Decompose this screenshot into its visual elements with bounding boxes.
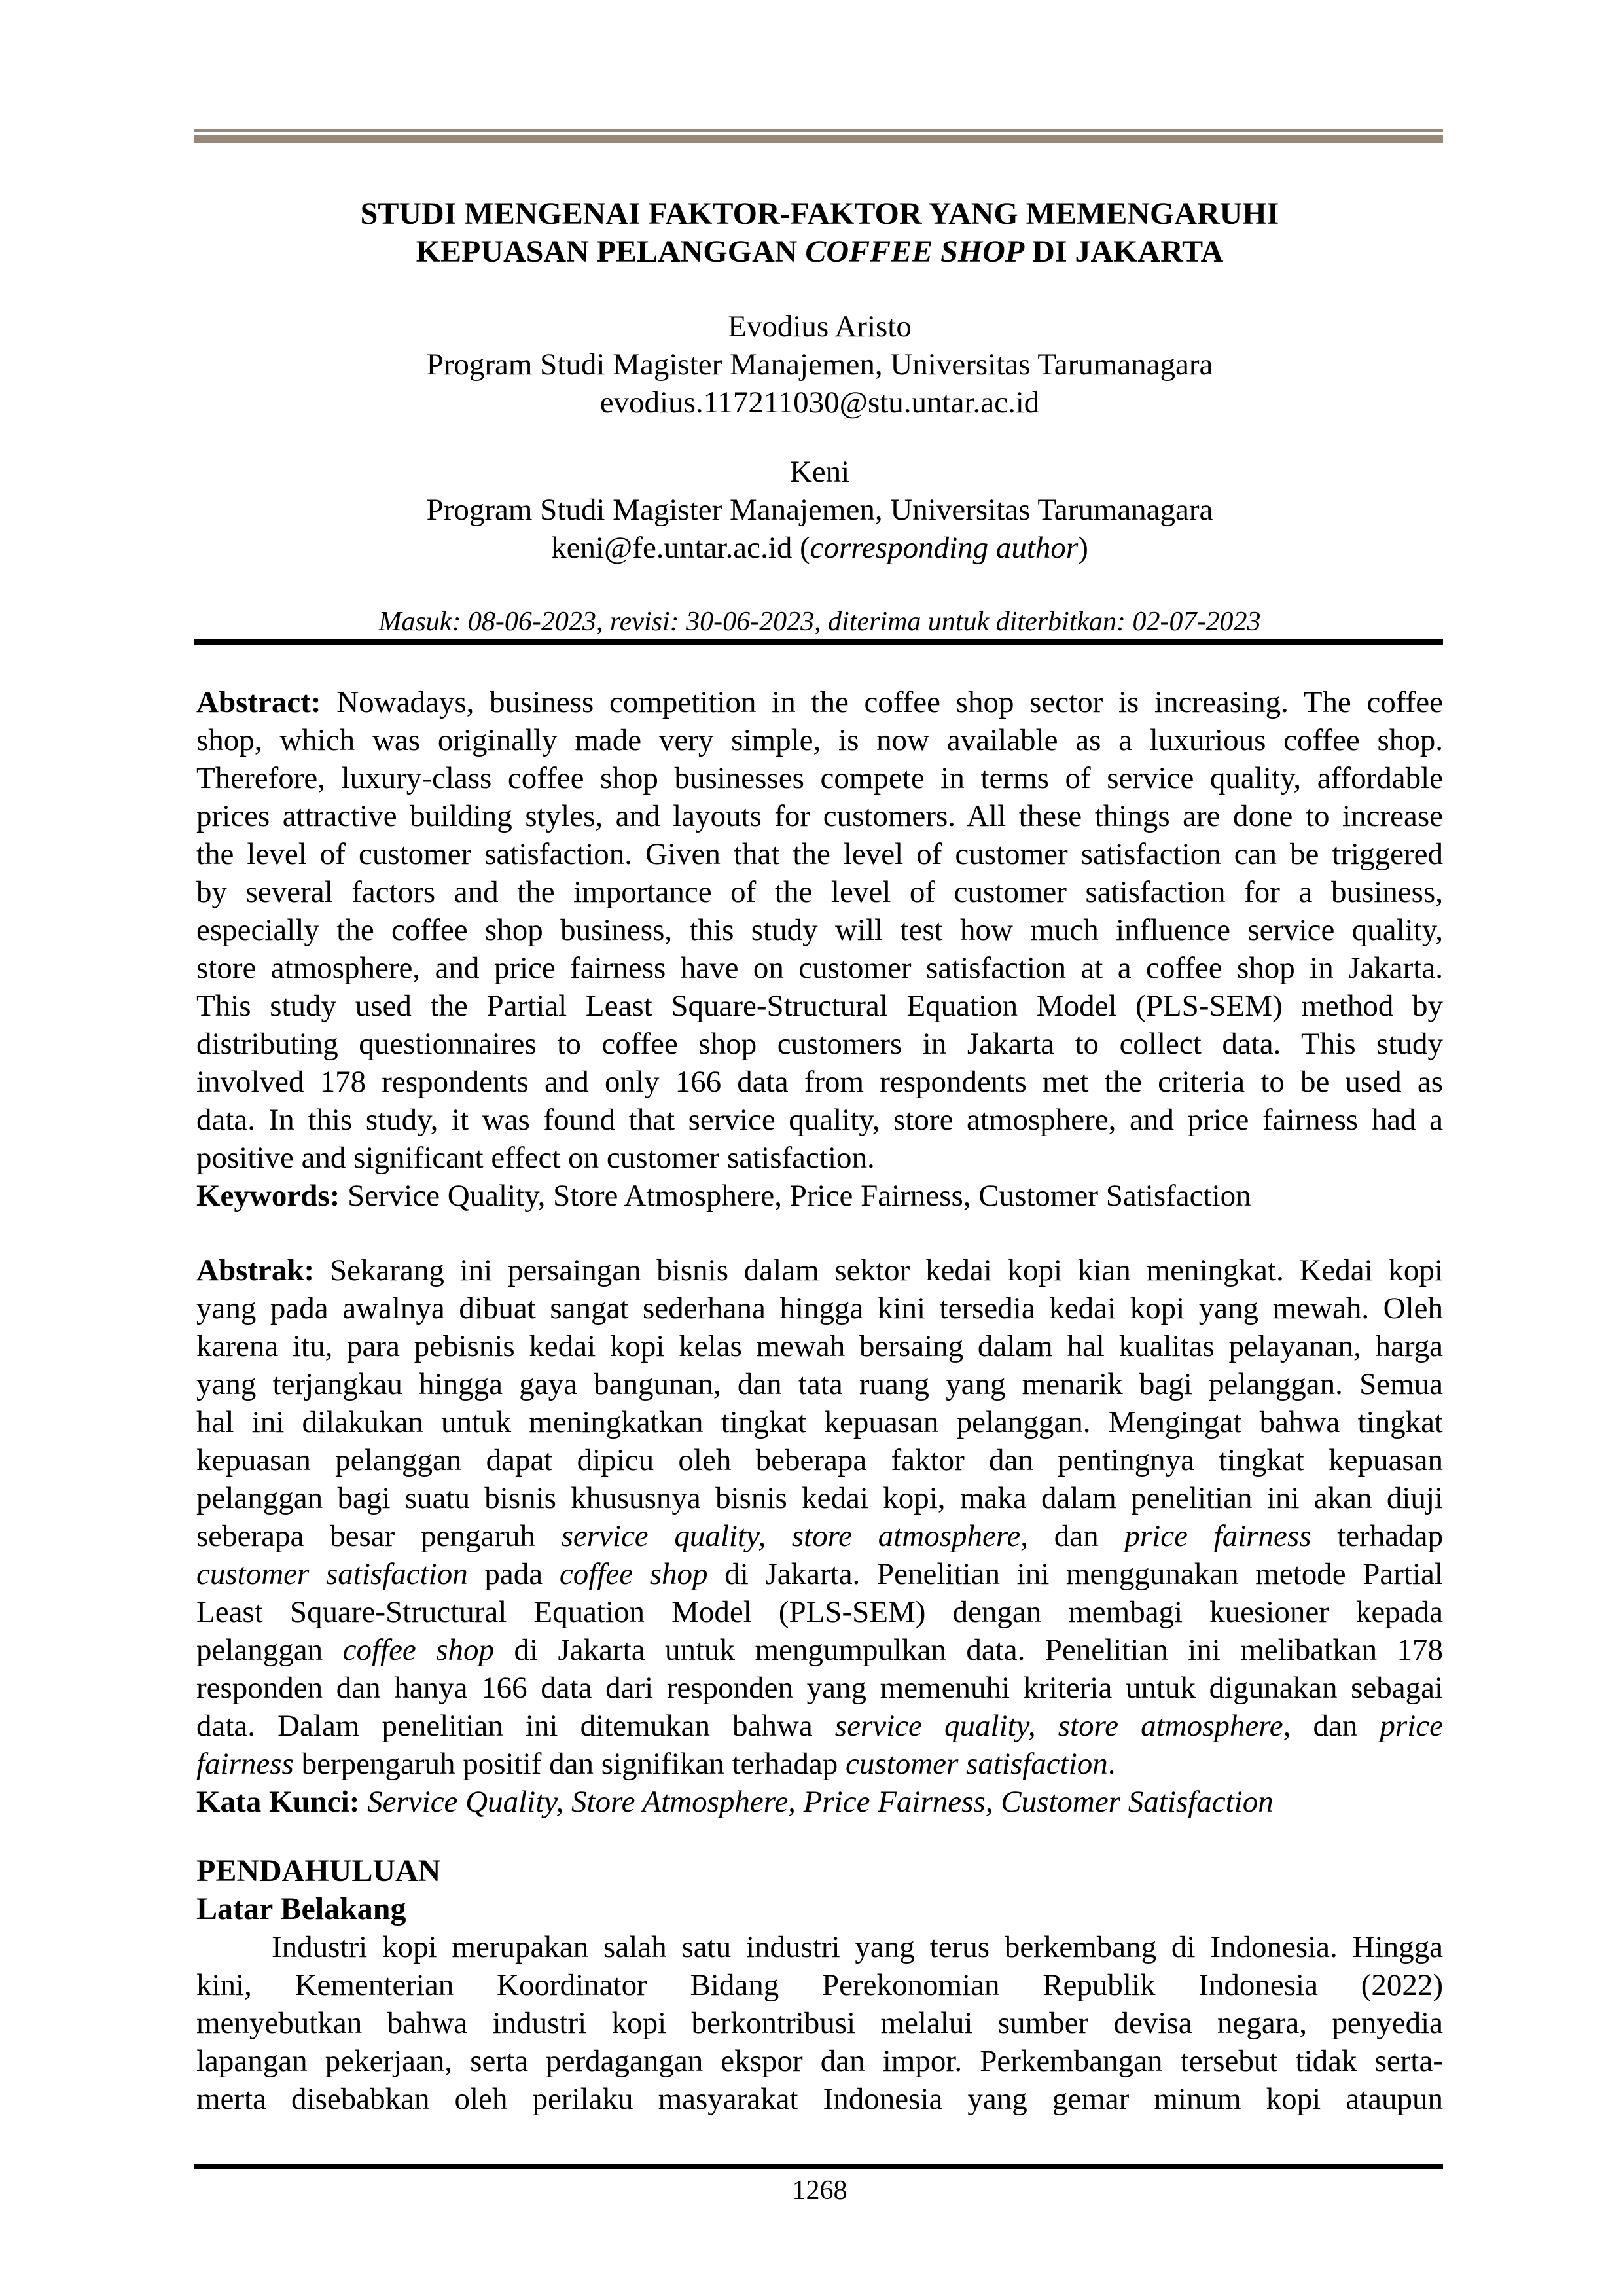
corresponding-author-note: corresponding author bbox=[810, 531, 1079, 565]
text-line bbox=[196, 1101, 1443, 1139]
subsection-heading-latar-belakang: Latar Belakang bbox=[196, 1892, 406, 1926]
text-segment: yang terjangkau hingga gaya bangunan, dan tata ruang yang menarik bagi pelanggan. Semua bbox=[196, 1367, 1443, 1401]
text-line bbox=[196, 987, 1443, 1025]
text-segment: menyebutkan bahwa industri kopi berkontribusi melalui sumber devisa negara, penyedia bbox=[196, 2006, 1443, 2040]
text-segment: positive and significant effect on customer satisfaction. bbox=[196, 1141, 875, 1175]
text-segment: seberapa besar pengaruh bbox=[196, 1519, 562, 1553]
submission-dates: Masuk: 08-06-2023, revisi: 30-06-2023, diterima untuk diterbitkan: 02-07-2023 bbox=[378, 607, 1261, 637]
page-number: 1268 bbox=[792, 2176, 847, 2206]
text-segment: customer satisfaction bbox=[846, 1747, 1108, 1781]
text-line bbox=[196, 1441, 1443, 1479]
text-segment: dan bbox=[1291, 1709, 1380, 1743]
text-segment: lapangan pekerjaan, serta perdagangan ekspor dan impor. Perkembangan tersebut tidak serta- bbox=[196, 2044, 1443, 2078]
author-email-text: ) bbox=[1078, 531, 1088, 565]
author-email: evodius.117211030@stu.untar.ac.id bbox=[599, 386, 1040, 420]
text-segment: data. In this study, it was found that service quality, store atmosphere, and price fairness had a bbox=[196, 1103, 1443, 1137]
text-segment: coffee shop bbox=[559, 1557, 708, 1591]
text-line bbox=[196, 1783, 1443, 1821]
text-line bbox=[196, 1593, 1443, 1631]
text-line bbox=[196, 1555, 1443, 1593]
text-segment: Industri kopi merupakan salah satu industri yang terus berkembang di Indonesia. Hingga bbox=[272, 1930, 1443, 1964]
text-segment: pada bbox=[467, 1557, 560, 1591]
text-segment: coffee shop bbox=[342, 1633, 495, 1667]
text-line bbox=[196, 1365, 1443, 1403]
text-line bbox=[196, 911, 1443, 949]
author-email bbox=[196, 529, 1443, 567]
text-segment: terhadap bbox=[1311, 1519, 1444, 1553]
text-segment: dan bbox=[1028, 1519, 1125, 1553]
text-segment: fairness bbox=[196, 1747, 294, 1781]
text-line bbox=[196, 1063, 1443, 1101]
header-divider-rule bbox=[194, 639, 1443, 645]
author-affiliation: Program Studi Magister Manajemen, Universitas Tarumanagara bbox=[426, 348, 1213, 382]
text-segment: Least Square-Structural Equation Model (PLS-SEM) dengan membagi kuesioner kepada bbox=[196, 1595, 1443, 1629]
text-segment: Keywords: bbox=[196, 1179, 340, 1213]
text-segment: Abstract: bbox=[196, 685, 321, 719]
text-segment: involved 178 respondents and only 166 data from respondents met the criteria to be used as bbox=[196, 1065, 1443, 1099]
author-name: Keni bbox=[789, 455, 850, 489]
text-line bbox=[196, 1025, 1443, 1063]
text-segment: yang pada awalnya dibuat sangat sederhana hingga kini tersedia kedai kopi yang mewah. Oleh bbox=[196, 1291, 1443, 1325]
text-segment: pelanggan bbox=[196, 1633, 343, 1667]
text-segment: price bbox=[1380, 1709, 1443, 1743]
title-italic-text: COFFEE SHOP bbox=[805, 234, 1025, 269]
text-segment: customer satisfaction bbox=[196, 1557, 468, 1591]
title-text: DI JAKARTA bbox=[1024, 234, 1224, 269]
abstract-indonesian bbox=[196, 1251, 1443, 1821]
introduction-paragraph bbox=[196, 1928, 1443, 2118]
text-line bbox=[196, 1139, 1443, 1177]
text-line bbox=[196, 949, 1443, 987]
footer-rule bbox=[194, 2164, 1443, 2169]
text-line bbox=[196, 1966, 1443, 2004]
text-segment: hal ini dilakukan untuk meningkatkan tingkat kepuasan pelanggan. Mengingat bahwa tingkat bbox=[196, 1405, 1443, 1439]
abstract-english bbox=[196, 683, 1443, 1215]
text-segment: Kata Kunci: bbox=[196, 1785, 360, 1819]
text-segment: Service Quality, Store Atmosphere, Price Fairness, Customer Satisfaction bbox=[340, 1179, 1251, 1213]
text-line bbox=[196, 1177, 1443, 1215]
text-segment: This study used the Partial Least Square-Structural Equation Model (PLS-SEM) method by bbox=[196, 989, 1443, 1023]
text-segment: di Jakarta untuk mengumpulkan data. Penelitian ini melibatkan 178 bbox=[494, 1633, 1444, 1667]
text-line bbox=[196, 873, 1443, 911]
paper-title bbox=[196, 195, 1443, 271]
text-segment: . bbox=[1107, 1747, 1116, 1781]
title-text: STUDI MENGENAI FAKTOR-FAKTOR YANG MEMENGARUHI bbox=[360, 196, 1279, 231]
text-segment: data. Dalam penelitian ini ditemukan bahwa bbox=[196, 1709, 835, 1743]
author-block-1 bbox=[196, 308, 1443, 422]
text-line bbox=[196, 1479, 1443, 1517]
text-line bbox=[196, 2042, 1443, 2080]
text-segment: prices attractive building styles, and layouts for customers. All these things are done to increase bbox=[196, 799, 1443, 833]
text-segment: merta disebabkan oleh perilaku masyarakat Indonesia yang gemar minum kopi ataupun bbox=[196, 2082, 1443, 2116]
text-segment: Nowadays, business competition in the coffee shop sector is increasing. The coffee bbox=[321, 685, 1443, 719]
author-email-text: keni@fe.untar.ac.id ( bbox=[551, 531, 810, 565]
text-segment: di Jakarta. Penelitian ini menggunakan metode Partial bbox=[707, 1557, 1443, 1591]
header-rule-thick bbox=[194, 135, 1443, 143]
text-segment: by several factors and the importance of the level of customer satisfaction for a business, bbox=[196, 875, 1443, 909]
author-affiliation: Program Studi Magister Manajemen, Universitas Tarumanagara bbox=[426, 493, 1213, 527]
text-line bbox=[196, 2080, 1443, 2118]
text-segment: distributing questionnaires to coffee shop customers in Jakarta to collect data. This study bbox=[196, 1027, 1443, 1061]
text-line bbox=[196, 1403, 1443, 1441]
text-segment: pelanggan bagi suatu bisnis khususnya bisnis kedai kopi, maka dalam penelitian ini akan diuji bbox=[196, 1481, 1443, 1515]
text-segment: Sekarang ini persaingan bisnis dalam sektor kedai kopi kian meningkat. Kedai kopi bbox=[314, 1253, 1443, 1287]
header-rule-thin bbox=[194, 129, 1443, 132]
text-segment: shop, which was originally made very simple, is now available as a luxurious coffee shop. bbox=[196, 723, 1443, 757]
text-line bbox=[196, 835, 1443, 873]
text-segment: kepuasan pelanggan dapat dipicu oleh beberapa faktor dan pentingnya tingkat kepuasan bbox=[196, 1443, 1443, 1477]
text-segment: karena itu, para pebisnis kedai kopi kelas mewah bersaing dalam hal kualitas pelayanan, harga bbox=[196, 1329, 1443, 1363]
author-block-2 bbox=[196, 453, 1443, 567]
text-line bbox=[196, 759, 1443, 797]
text-line bbox=[196, 683, 1443, 721]
title-text: KEPUASAN PELANGGAN bbox=[416, 234, 806, 269]
paper-title-line2 bbox=[196, 233, 1443, 271]
text-segment: price fairness bbox=[1124, 1519, 1311, 1553]
text-segment: service quality, store atmosphere, bbox=[834, 1709, 1291, 1743]
text-segment: store atmosphere, and price fairness have on customer satisfaction at a coffee shop in Jakarta. bbox=[196, 951, 1443, 985]
author-name: Evodius Aristo bbox=[728, 310, 912, 344]
text-line bbox=[196, 1327, 1443, 1365]
text-segment: kini, Kementerian Koordinator Bidang Perekonomian Republik Indonesia (2022) bbox=[196, 1968, 1443, 2002]
text-line bbox=[196, 1517, 1443, 1555]
text-line bbox=[196, 1928, 1443, 1966]
text-segment: service quality, store atmosphere, bbox=[561, 1519, 1029, 1553]
text-line bbox=[196, 797, 1443, 835]
text-segment: Abstrak: bbox=[196, 1253, 315, 1287]
text-segment: especially the coffee shop business, this study will test how much influence service quality, bbox=[196, 913, 1443, 947]
text-segment: the level of customer satisfaction. Given that the level of customer satisfaction can be triggered bbox=[196, 837, 1443, 871]
text-line bbox=[196, 1669, 1443, 1707]
text-segment: berpengaruh positif dan signifikan terhadap bbox=[293, 1747, 846, 1781]
section-heading-pendahuluan: PENDAHULUAN bbox=[196, 1854, 441, 1888]
text-line bbox=[196, 2004, 1443, 2042]
text-segment: Therefore, luxury-class coffee shop businesses compete in terms of service quality, affordable bbox=[196, 761, 1443, 795]
text-segment: responden dan hanya 166 data dari responden yang memenuhi kriteria untuk digunakan sebagai bbox=[196, 1671, 1443, 1705]
text-line bbox=[196, 1251, 1443, 1289]
text-segment: Service Quality, Store Atmosphere, Price Fairness, Customer Satisfaction bbox=[359, 1785, 1274, 1819]
text-line bbox=[196, 1745, 1443, 1783]
text-line bbox=[196, 1289, 1443, 1327]
paper-title-line1 bbox=[196, 195, 1443, 233]
text-line bbox=[196, 1631, 1443, 1669]
text-line bbox=[196, 1707, 1443, 1745]
text-line bbox=[196, 721, 1443, 759]
